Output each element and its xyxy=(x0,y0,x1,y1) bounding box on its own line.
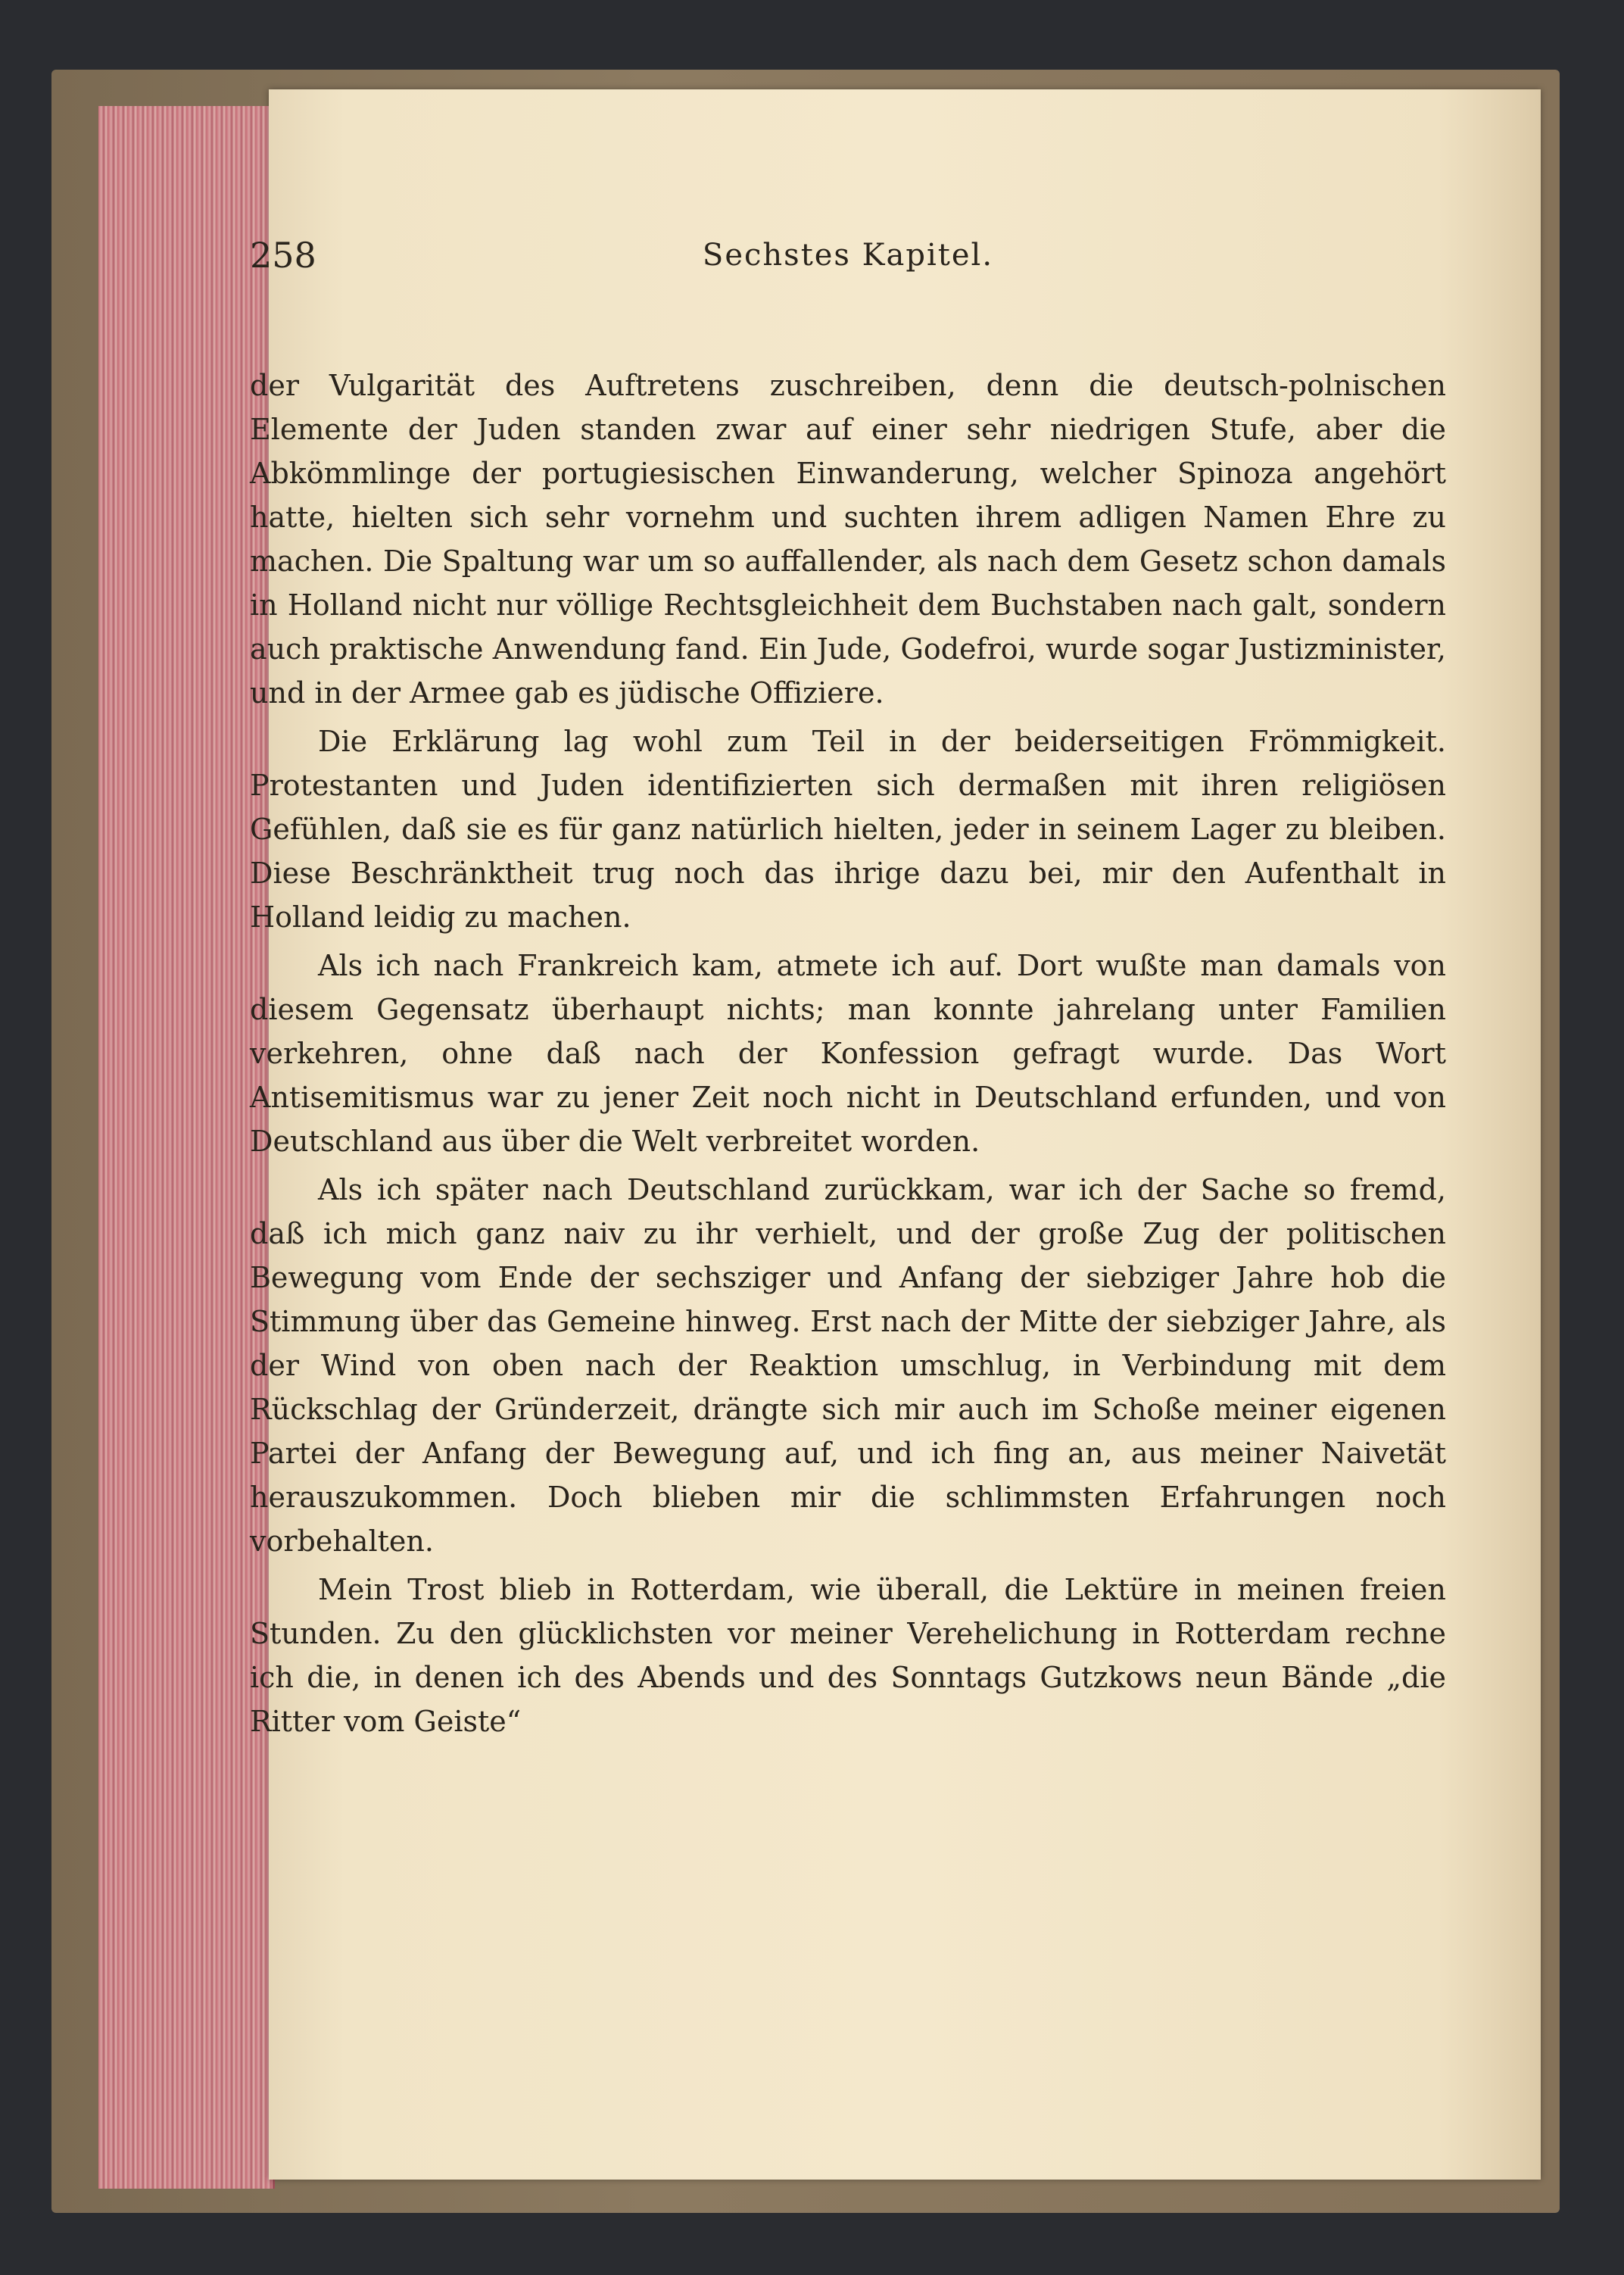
running-title: Sechstes Kapitel. xyxy=(702,238,994,273)
paragraph-4: Als ich später nach Deutschland zurückkam, war ich der Sache so fremd, daß ich mich ganz naiv zu ihr verhielt, und der große Zug der politischen Bewegung vom Ende der sechsziger und Anfang der siebziger Jahre hob die Stimmung über das Gemeine hinweg. Erst nach der Mitte der siebziger Jahre, als der Wind von oben nach der Reaktion umschlug, in Verbindung mit dem Rückschlag der Gründerzeit, drängte sich mir auch im Schoße meiner eigenen Partei der Anfang der Bewegung auf, und ich fing an, aus meiner Naivetät herauszukommen. Doch blieben mir die schlimmsten Erfahrungen noch vorbehalten. xyxy=(250,1173,1446,1558)
page-edges xyxy=(98,106,275,2189)
page-number: 258 xyxy=(250,235,316,276)
body-text xyxy=(250,364,1446,1743)
paragraph-1: der Vulgarität des Auftretens zuschreiben, denn die deutsch-polnischen Elemente der Juden standen zwar auf einer sehr niedrigen Stufe, aber die Abkömmlinge der portugiesischen Einwanderung, welcher Spinoza angehört hatte, hielten sich sehr vornehm und suchten ihrem adligen Namen Ehre zu machen. Die Spaltung war um so auffallender, als nach dem Gesetz schon damals in Holland nicht nur völlige Rechtsgleichheit dem Buchstaben nach galt, sondern auch praktische Anwendung fand. Ein Jude, Godefroi, wurde sogar Justizminister, und in der Armee gab es jüdische Offiziere. xyxy=(250,369,1446,710)
paragraph-5: Mein Trost blieb in Rotterdam, wie überall, die Lektüre in meinen freien Stunden. Zu den glücklichsten vor meiner Verehelichung in Rotterdam rechne ich die, in denen ich des Abends und des Sonntags Gutzkows neun Bände „die Ritter vom Geiste“ xyxy=(250,1573,1446,1738)
paragraph-3: Als ich nach Frankreich kam, atmete ich auf. Dort wußte man damals von diesem Gegensatz überhaupt nichts; man konnte jahrelang unter Familien verkehren, ohne daß nach der Konfession gefragt wurde. Das Wort Antisemitismus war zu jener Zeit noch nicht in Deutschland erfunden, und von Deutschland aus über die Welt verbreitet worden. xyxy=(250,949,1446,1158)
paragraph-2: Die Erklärung lag wohl zum Teil in der beiderseitigen Frömmigkeit. Protestanten und Juden identifizierten sich dermaßen mit ihren religiösen Gefühlen, daß sie es für ganz natürlich hielten, jeder in seinem Lager zu bleiben. Diese Beschränktheit trug noch das ihrige dazu bei, mir den Aufenthalt in Holland leidig zu machen. xyxy=(250,725,1446,934)
page-header xyxy=(250,212,1446,288)
